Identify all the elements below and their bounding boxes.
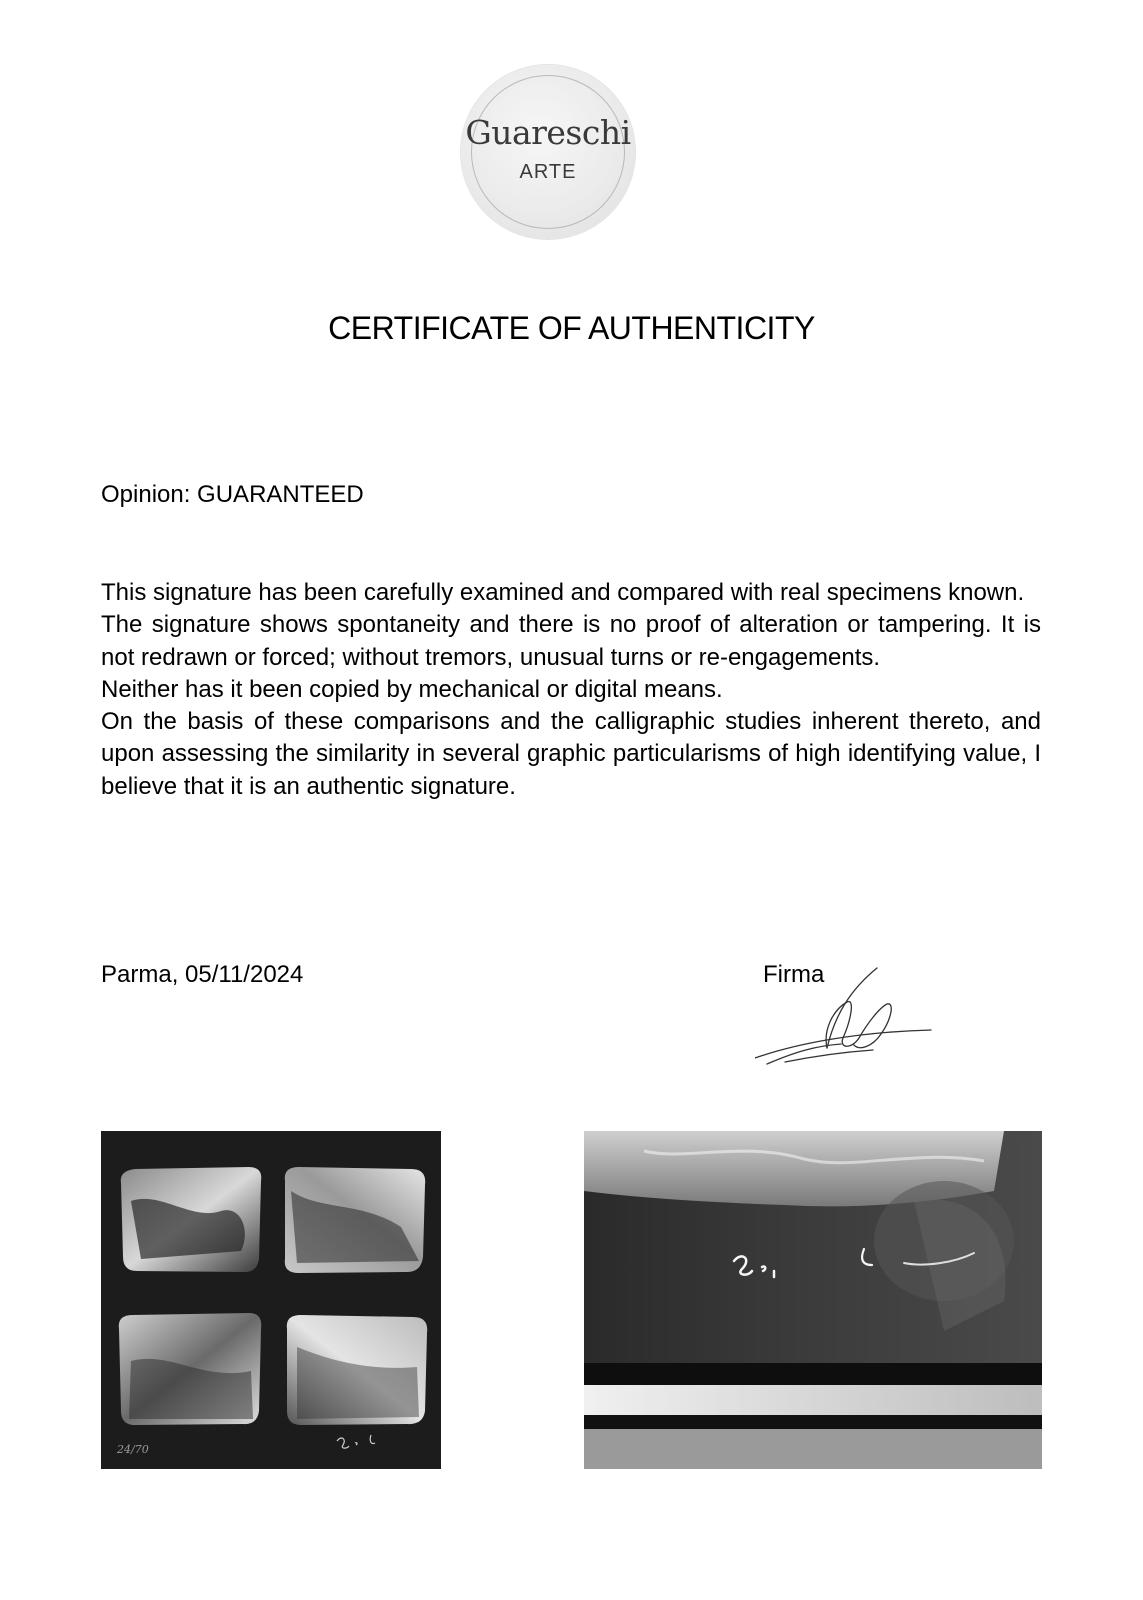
tv-frame: [285, 1167, 425, 1273]
opinion-line: Opinion: GUARANTEED: [101, 481, 364, 508]
gallery-logo-seal: [461, 65, 635, 239]
tv-frame: [121, 1167, 261, 1272]
tv-frame: [287, 1315, 427, 1425]
tv-frame: [119, 1313, 261, 1425]
place-date: Parma, 05/11/2024: [101, 961, 304, 988]
body-paragraph: On the basis of these comparisons and the calligraphic studies inherent thereto, and upon assessing the similarity in several graphic particularisms of high identifying value, I believe that it is an authentic signature.: [101, 708, 1041, 800]
artwork-photo: [101, 1131, 441, 1469]
logo-subtitle: ARTE: [519, 161, 577, 183]
certificate-body: [101, 577, 1041, 803]
certificate-title: CERTIFICATE OF AUTHENTICITY: [328, 310, 815, 346]
logo-ring: [471, 75, 625, 229]
handwritten-signature: [755, 960, 935, 1080]
body-paragraph: Neither has it been copied by mechanical or digital means.: [101, 675, 723, 703]
body-paragraph: The signature shows spontaneity and there is no proof of alteration or tampering. It is not redrawn or forced; without tremors, unusual turns or re-engagements.: [101, 611, 1041, 671]
signature-detail-photo: [584, 1131, 1042, 1469]
signature-label: Firma: [763, 961, 825, 988]
body-paragraph: This signature has been carefully examined and compared with real specimens known.: [101, 579, 1025, 606]
edition-number: 24/70: [117, 1443, 149, 1456]
logo-name: Guareschi: [465, 113, 631, 152]
